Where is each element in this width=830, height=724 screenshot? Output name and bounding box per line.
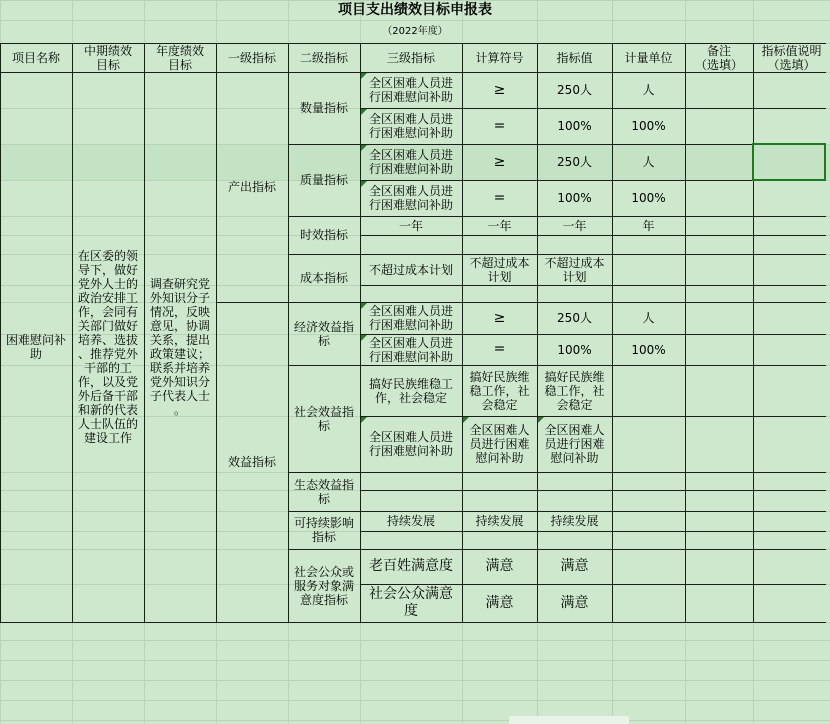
symbol-cell-12[interactable]: 满意 <box>485 594 514 611</box>
level3-cell-8[interactable]: 搞好民族维稳工 作，社会稳定 <box>368 376 453 405</box>
level3-cell-10[interactable]: 持续发展 <box>386 514 435 528</box>
level2-cell-4[interactable]: 经济效益指 标 <box>293 319 354 348</box>
value-cell-10[interactable]: 持续发展 <box>550 514 599 528</box>
level3-cell-3[interactable]: 全区困难人员进 行困难慰问补助 <box>368 184 453 212</box>
value-cell-8[interactable]: 搞好民族维 稳工作，社 会稳定 <box>544 369 605 412</box>
value-cell-1[interactable]: 100% <box>557 119 592 133</box>
value-cell-5[interactable]: 不超过成本 计划 <box>544 255 605 284</box>
active-cell-selection[interactable] <box>752 143 826 181</box>
unit-cell-5[interactable] <box>612 254 685 285</box>
symbol-cell-6[interactable]: ≥ <box>493 309 506 326</box>
header-level3[interactable]: 三级指标 <box>386 50 435 65</box>
value-cell-12[interactable]: 满意 <box>560 594 589 611</box>
unit-cell-10[interactable] <box>612 511 685 531</box>
header-project-name[interactable]: 项目名称 <box>11 50 60 65</box>
header-symbol[interactable]: 计算符号 <box>475 50 524 65</box>
level3-cell-11[interactable]: 老百姓满意度 <box>369 558 453 574</box>
cell-comment-marker <box>361 73 367 79</box>
header-level1[interactable]: 一级指标 <box>227 50 276 65</box>
value-cell-3[interactable]: 100% <box>557 191 592 205</box>
mid-term-goal-cell[interactable]: 在区委的领 导下，做好 党外人士的 政治安排工 作，会同有 关部门做好 培养、选拔 、推荐党外 干部的工 作，以及党 外后备干部 和新的代表 人士队伍的 建设工作 <box>77 249 138 445</box>
header-annual-goal[interactable]: 年度绩效 目标 <box>155 43 204 72</box>
unit-cell-11[interactable] <box>612 549 685 584</box>
level3-cell-4[interactable]: 一年 <box>398 218 423 233</box>
header-remark[interactable]: 备注 （选填） <box>694 43 743 72</box>
level3-cell-7[interactable]: 全区困难人员进 行困难慰问补助 <box>368 335 453 364</box>
sheet-title[interactable]: 项目支出绩效目标申报表 <box>338 2 492 18</box>
symbol-cell-4[interactable]: 一年 <box>487 218 512 233</box>
symbol-cell-9[interactable]: 全区困难人 员进行困难 慰问补助 <box>469 423 530 465</box>
symbol-cell-11[interactable]: 满意 <box>485 558 514 574</box>
cell-comment-marker <box>538 417 544 423</box>
level3-cell-2[interactable]: 全区困难人员进 行困难慰问补助 <box>368 148 453 176</box>
symbol-cell-0[interactable]: ≥ <box>493 81 506 98</box>
symbol-cell-7[interactable]: = <box>493 341 506 357</box>
unit-cell-0[interactable]: 人 <box>642 83 655 97</box>
unit-cell-3[interactable]: 100% <box>631 191 666 205</box>
unit-cell-1[interactable]: 100% <box>631 119 666 133</box>
level2-cell-2[interactable]: 时效指标 <box>299 228 348 242</box>
level2-cell-5[interactable]: 社会效益指 标 <box>293 404 354 433</box>
unit-cell-4[interactable]: 年 <box>642 218 655 233</box>
level2-cell-6[interactable]: 生态效益指 标 <box>293 477 354 506</box>
cell-comment-marker <box>361 417 367 423</box>
level3-cell-12[interactable]: 社会公众满意 度 <box>369 586 453 619</box>
unit-cell-8[interactable] <box>612 365 685 416</box>
cell-comment-marker <box>463 417 469 423</box>
level3-cell-1[interactable]: 全区困难人员进 行困难慰问补助 <box>368 112 453 140</box>
value-cell-7[interactable]: 100% <box>557 342 592 357</box>
symbol-cell-8[interactable]: 搞好民族维 稳工作，社 会稳定 <box>469 369 530 412</box>
level3-cell-5[interactable]: 不超过成本计划 <box>368 262 453 277</box>
header-value[interactable]: 指标值 <box>556 50 593 65</box>
level3-cell-6[interactable]: 全区困难人员进 行困难慰问补助 <box>368 304 453 332</box>
symbol-cell-2[interactable]: ≥ <box>493 153 506 170</box>
value-cell-9[interactable]: 全区困难人 员进行困难 慰问补助 <box>544 423 605 465</box>
cell-comment-marker <box>361 303 367 309</box>
symbol-cell-1[interactable]: = <box>493 117 506 134</box>
value-cell-11[interactable]: 满意 <box>560 558 589 574</box>
level3-cell-0[interactable]: 全区困难人员进 行困难慰问补助 <box>368 76 453 104</box>
level1-benefit[interactable]: 效益指标 <box>227 455 276 469</box>
cell-comment-marker <box>361 109 367 115</box>
project-name-cell[interactable]: 困难慰问补 助 <box>5 333 66 361</box>
sheet-year[interactable]: （2022年度） <box>382 25 448 37</box>
annual-goal-cell[interactable]: 调查研究党 外知识分子 情况，反映 意见，协调 关系，提出 政策建议； 联系并培养 党外知识分 子代表人士 。 <box>149 277 210 417</box>
cell-comment-marker <box>361 181 367 187</box>
level2-cell-0[interactable]: 数量指标 <box>299 101 348 115</box>
symbol-cell-5[interactable]: 不超过成本 计划 <box>469 255 530 284</box>
header-unit[interactable]: 计量单位 <box>624 50 673 65</box>
cell-comment-marker <box>361 145 367 151</box>
cell-comment-marker <box>361 335 367 341</box>
unit-cell-7[interactable]: 100% <box>631 342 666 357</box>
level2-cell-3[interactable]: 成本指标 <box>299 271 348 285</box>
unit-cell-9[interactable] <box>612 416 685 472</box>
header-value-note[interactable]: 指标值说明 （选填） <box>761 43 822 72</box>
level3-cell-9[interactable]: 全区困难人员进 行困难慰问补助 <box>368 430 453 458</box>
level2-cell-1[interactable]: 质量指标 <box>299 173 348 187</box>
header-mid-term-goal[interactable]: 中期绩效 目标 <box>83 43 132 72</box>
level1-output[interactable]: 产出指标 <box>227 180 276 194</box>
unit-cell-12[interactable] <box>612 584 685 622</box>
value-cell-4[interactable]: 一年 <box>562 218 587 233</box>
symbol-cell-3[interactable]: = <box>493 189 506 206</box>
unit-cell-2[interactable]: 人 <box>642 155 655 169</box>
level2-cell-7[interactable]: 可持续影响 指标 <box>293 516 354 544</box>
value-cell-2[interactable]: 250人 <box>557 155 592 169</box>
header-level2[interactable]: 二级指标 <box>299 50 348 65</box>
unit-cell-6[interactable]: 人 <box>642 311 655 325</box>
symbol-cell-10[interactable]: 持续发展 <box>475 514 524 528</box>
level2-cell-8[interactable]: 社会公众或 服务对象满 意度指标 <box>293 564 354 607</box>
value-cell-0[interactable]: 250人 <box>557 83 592 97</box>
value-cell-6[interactable]: 250人 <box>557 311 592 325</box>
